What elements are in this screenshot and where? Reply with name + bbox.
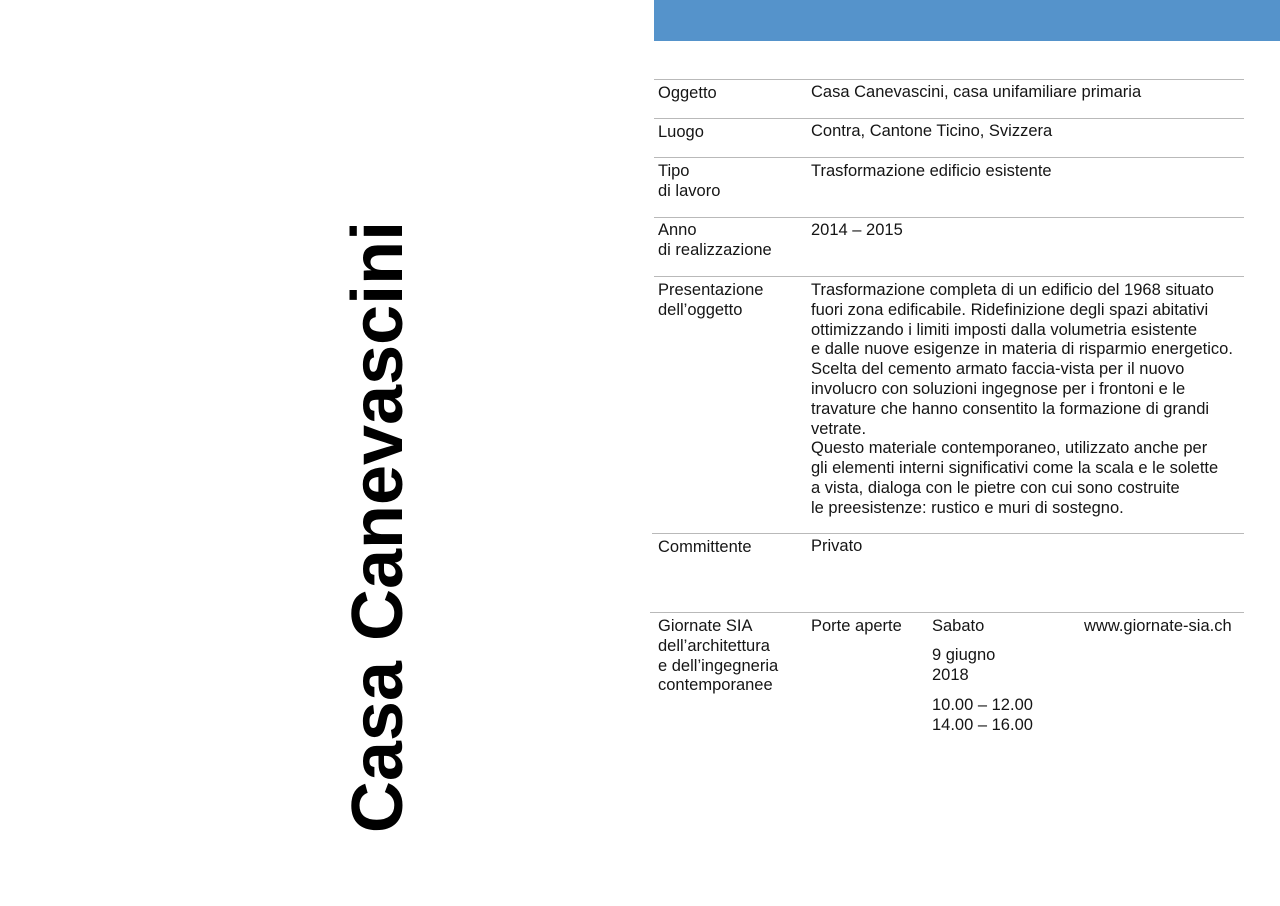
- event-website-link[interactable]: www.giornate-sia.ch: [1084, 617, 1232, 635]
- description-line: Trasformazione completa di un edificio del 1968 situato: [811, 281, 1214, 299]
- row-value-tipo-di-lavoro: Trasformazione edificio esistente: [811, 162, 1052, 180]
- header-accent-bar: [654, 0, 1280, 41]
- description-line: travature che hanno consentito la formazione di grandi: [811, 399, 1210, 418]
- label-line: contemporanee: [658, 676, 773, 695]
- label-line: Giornate SIA: [658, 617, 753, 635]
- time-line: 14.00 – 16.00: [932, 715, 1033, 734]
- description-line: ottimizzando i limiti imposti dalla volumetria esistente: [811, 320, 1198, 339]
- label-line: e dell’ingegneria: [658, 656, 779, 675]
- description-line: Questo materiale contemporaneo, utilizzato anche per: [811, 439, 1208, 458]
- description-line: fuori zona edificabile. Ridefinizione degli spazi abitativi: [811, 300, 1209, 319]
- description-line: gli elementi interni significativi come la scala e le solette: [811, 459, 1219, 478]
- row-value-committente: Privato: [811, 537, 863, 555]
- event-label: [658, 617, 808, 696]
- row-label-anno: [658, 221, 808, 261]
- label-line: dell’oggetto: [658, 300, 743, 319]
- date-line: 9 giugno: [932, 646, 996, 664]
- description-line: a vista, dialoga con le pietre con cui sono costruite: [811, 478, 1180, 497]
- table-divider: [652, 533, 1244, 534]
- table-divider: [654, 157, 1244, 158]
- row-label-presentazione: [658, 281, 808, 321]
- event-day: Sabato: [932, 617, 985, 635]
- label-line: di lavoro: [658, 181, 721, 200]
- description-line: involucro con soluzioni ingegnose per i frontoni e le: [811, 379, 1186, 398]
- row-label-committente: Committente: [658, 538, 752, 556]
- label-line: dell’architettura: [658, 636, 770, 655]
- description-line: le preesistenze: rustico e muri di sostegno.: [811, 498, 1124, 517]
- table-divider: [650, 612, 1244, 613]
- event-date: [932, 646, 1072, 686]
- document-title: Casa Canevascini: [338, 220, 418, 834]
- label-line: di realizzazione: [658, 240, 772, 259]
- label-line: Presentazione: [658, 281, 764, 299]
- table-divider: [654, 118, 1244, 119]
- label-line: Tipo: [658, 162, 690, 180]
- row-value-oggetto: Casa Canevascini, casa unifamiliare primaria: [811, 83, 1142, 101]
- table-divider: [654, 276, 1244, 277]
- row-value-luogo: Contra, Cantone Ticino, Svizzera: [811, 122, 1053, 140]
- table-divider: [654, 79, 1244, 80]
- row-label-luogo: Luogo: [658, 123, 704, 141]
- description-line: vetrate.: [811, 419, 867, 438]
- event-times: [932, 696, 1072, 736]
- row-label-oggetto: Oggetto: [658, 84, 717, 102]
- description-line: e dalle nuove esigenze in materia di risparmio energetico.: [811, 340, 1233, 359]
- description-line: Scelta del cemento armato faccia-vista per il nuovo: [811, 360, 1185, 379]
- row-label-tipo-di-lavoro: [658, 162, 808, 202]
- table-divider: [654, 217, 1244, 218]
- date-line: 2018: [932, 665, 969, 684]
- label-line: Anno: [658, 221, 697, 239]
- event-type: Porte aperte: [811, 617, 902, 635]
- row-value-anno: 2014 – 2015: [811, 221, 903, 239]
- row-value-presentazione: [811, 281, 1251, 519]
- time-line: 10.00 – 12.00: [932, 696, 1033, 714]
